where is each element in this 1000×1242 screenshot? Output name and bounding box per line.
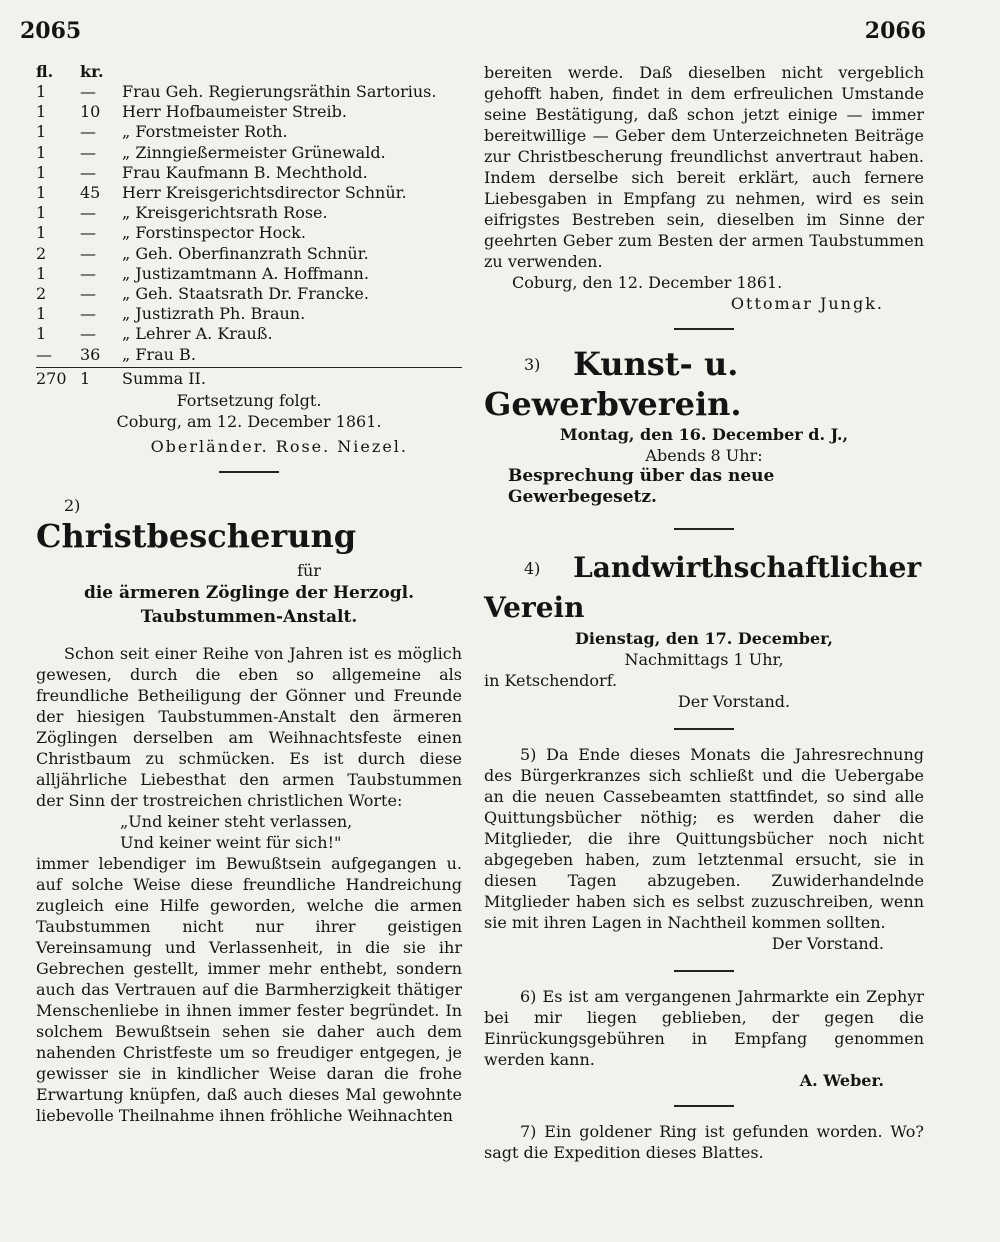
section-2-quote-line-1: „Und keiner steht verlassen, — [120, 811, 353, 831]
donor-row — [36, 223, 462, 243]
donor-name: „ Forstmeister Roth. — [122, 122, 288, 142]
donor-kr: 45 — [80, 183, 101, 203]
section-3-line-1: Montag, den 16. December d. J., — [559, 425, 849, 444]
section-6-text: 6) Es ist am vergangenen Jahrmarkte ein Zephyr bei mir liegen geblieben, der gegen die Einrückungsgebühren in Empfang genommen werden kann. — [484, 987, 924, 1069]
divider — [674, 1105, 734, 1107]
donor-name: „ Frau B. — [122, 344, 196, 364]
section-4-line-2: Nachmittags 1 Uhr, — [624, 650, 784, 669]
section-2-for: für — [297, 560, 321, 580]
donor-name: „ Justizamtmann A. Hoffmann. — [122, 263, 369, 283]
donor-kr: — — [80, 324, 96, 344]
donor-row — [36, 183, 462, 203]
donor-row — [36, 203, 462, 223]
donor-row — [36, 82, 462, 102]
donor-kr: — — [80, 122, 96, 142]
list-date: Coburg, am 12. December 1861. — [116, 411, 382, 431]
section-2-header — [36, 495, 462, 556]
donor-name: „ Geh. Oberfinanzrath Schnür. — [122, 243, 369, 263]
sum-fl: 270 — [36, 368, 67, 388]
donor-fl: 1 — [36, 203, 47, 223]
section-4-signature: Der Vorstand. — [677, 692, 791, 711]
donor-fl: 1 — [36, 162, 47, 182]
donor-kr: — — [80, 162, 96, 182]
continued-note: Fortsetzung folgt. — [176, 390, 322, 410]
donor-kr: — — [80, 203, 96, 223]
section-2-quote-line-2: Und keiner weint für sich!" — [120, 832, 342, 852]
donor-list-header — [36, 62, 462, 82]
page-number-left: 2065 — [20, 18, 82, 44]
divider — [674, 328, 734, 330]
donor-kr: — — [80, 223, 96, 243]
list-signatures: Oberländer. Rose. Niezel. — [150, 436, 408, 456]
section-7-text: 7) Ein goldener Ring ist gefunden worden. Wo? sagt die Expedition dieses Blattes. — [484, 1122, 924, 1162]
section-5-text: 5) Da Ende dieses Monats die Jahresrechnung des Bürgerkranzes sich schließt und die Uebergabe an die neuen Cassebeamten stattfindet, so sind alle Quittungsbücher nöthig; es werden daher die Mitglieder, die ihre Quittungsbücher noch nicht abgegeben haben, zum letztenmal ersucht, sie in diesen Tagen abzugeben. Zuwiderhandelnde Mitglieder haben sich es selbst zuzuschreiben, wenn sie mit ihren Lagen in Nachtheil kommen sollten. — [484, 745, 924, 932]
donor-kr: 10 — [80, 102, 101, 122]
section-4-title: Landwirthschaftlicher Verein — [484, 551, 922, 624]
donor-kr: — — [80, 82, 96, 101]
donor-row — [36, 345, 462, 365]
donor-row — [36, 102, 462, 122]
donor-fl: 1 — [36, 324, 47, 344]
donor-row — [36, 122, 462, 142]
donor-row — [36, 143, 462, 163]
donor-name: „ Zinngießermeister Grünewald. — [122, 142, 386, 162]
section-2-paragraph-1: Schon seit einer Reihe von Jahren ist es möglich gewesen, durch die eben so allgemeine als freundliche Betheiligung der Gönner und Freunde der hiesigen Taubstummen-Anstalt den ärmeren Zöglingen derselben am Weihnachtsfeste einen Christbaum zu schmücken. Es ist durch diese alljährliche Liebesthat den armen Taubstummen der Sinn der trostreichen christlichen Worte: — [36, 643, 462, 810]
section-2-signature: Ottomar Jungk. — [730, 294, 884, 313]
donor-row — [36, 264, 462, 284]
section-3-line-3: Besprechung über das neue Gewerbegesetz. — [508, 466, 775, 507]
donor-list — [36, 82, 462, 365]
divider — [674, 528, 734, 530]
left-column — [36, 62, 462, 1126]
section-4-line-1: Dienstag, den 17. December, — [575, 629, 833, 648]
donor-name: „ Kreisgerichtsrath Rose. — [122, 203, 328, 223]
sum-row — [36, 367, 462, 390]
donor-name: „ Justizrath Ph. Braun. — [122, 304, 306, 324]
donor-fl: 1 — [36, 122, 47, 142]
sum-kr: 1 — [80, 368, 91, 388]
section-2-number: 2) — [64, 495, 81, 515]
donor-fl: — — [36, 344, 52, 364]
donor-fl: 2 — [36, 243, 47, 263]
section-5-signature: Der Vorstand. — [771, 934, 884, 953]
donor-fl: 1 — [36, 142, 47, 162]
donor-fl: 1 — [36, 82, 47, 101]
divider — [219, 471, 279, 473]
donor-fl: 1 — [36, 304, 47, 324]
donor-row — [36, 324, 462, 344]
section-3-line-2: Abends 8 Uhr: — [645, 446, 763, 465]
donor-name: „ Forstinspector Hock. — [122, 223, 306, 243]
donor-fl: 2 — [36, 284, 47, 304]
donor-kr: — — [80, 142, 96, 162]
donor-name: Frau Geh. Regierungsräthin Sartorius. — [122, 82, 437, 101]
donor-name: Herr Kreisgerichtsdirector Schnür. — [122, 183, 407, 203]
donor-name: Frau Kaufmann B. Mechthold. — [122, 162, 368, 182]
section-2-title: Christbescherung — [36, 516, 357, 555]
section-2-paragraph-2: immer lebendiger im Bewußtsein aufgegangen u. auf solche Weise diese freundliche Handreichung zugleich eine Hilfe geworden, welche die armen Taubstummen nicht nur ihrer geistigen Vereinsamung und Verlassenheit, in die sie ihr Gebrechen gestellt, immer mehr enthebt, sondern auch das Vertrauen auf die Barmherzigkeit thätiger Menschenliebe in ihnen immer fester begründet. In solchem Bewußtsein sehen sie daher auch dem nahenden Christfeste um so freudiger entgegen, je gewisser sie in kindlicher Weise daran die frohe Erwartung knüpfen, daß auch dieses Mal gewohnte liebevolle Theilnahme ihnen fröhliche Weihnachten — [36, 853, 462, 1125]
section-2-subtitle: die ärmeren Zöglinge der Herzogl. Taubstummen-Anstalt. — [83, 582, 415, 627]
donor-kr: 36 — [80, 344, 101, 364]
right-column — [484, 62, 924, 1163]
donor-name: „ Geh. Staatsrath Dr. Francke. — [122, 284, 369, 304]
sum-label: Summa II. — [122, 368, 206, 388]
donor-name: Herr Hofbaumeister Streib. — [122, 102, 347, 122]
donor-fl: 1 — [36, 102, 47, 122]
section-6-signature: A. Weber. — [799, 1071, 884, 1090]
section-2-date: Coburg, den 12. December 1861. — [512, 273, 783, 292]
donor-name: „ Lehrer A. Krauß. — [122, 324, 273, 344]
donor-kr: — — [80, 284, 96, 304]
header-kr: kr. — [80, 62, 104, 81]
donor-row — [36, 284, 462, 304]
section-4-line-3: in Ketschendorf. — [484, 671, 618, 690]
donor-row — [36, 244, 462, 264]
section-4-number: 4) — [524, 558, 541, 578]
section-2-paragraph-3: bereiten werde. Daß dieselben nicht vergeblich gehofft haben, findet in dem erfreulichen Umstande seine Bestätigung, daß schon jetzt einige — immer bereitwillige — Geber dem Unterzeichneten Beiträge zur Christbescherung freundlichst anvertraut haben. Indem derselbe sich bereit erklärt, auch fernere Liebesgaben in Empfang zu nehmen, wird es sein eifrigstes Bestreben sein, dieselben im Sinne der geehrten Geber zum Besten der armen Taubstummen zu verwenden. — [484, 63, 924, 271]
section-3-number: 3) — [524, 354, 541, 374]
donor-row — [36, 163, 462, 183]
donor-kr: — — [80, 304, 96, 324]
header-fl: fl. — [36, 62, 54, 81]
donor-fl: 1 — [36, 223, 47, 243]
divider — [674, 970, 734, 972]
donor-fl: 1 — [36, 183, 47, 203]
donor-fl: 1 — [36, 263, 47, 283]
section-3-title: Kunst- u. Gewerbverein. — [484, 345, 742, 423]
divider — [674, 728, 734, 730]
donor-kr: — — [80, 243, 96, 263]
section-3-header — [484, 344, 924, 424]
page-number-right: 2066 — [864, 18, 926, 44]
donor-row — [36, 304, 462, 324]
donor-kr: — — [80, 263, 96, 283]
section-4-header — [484, 548, 924, 628]
